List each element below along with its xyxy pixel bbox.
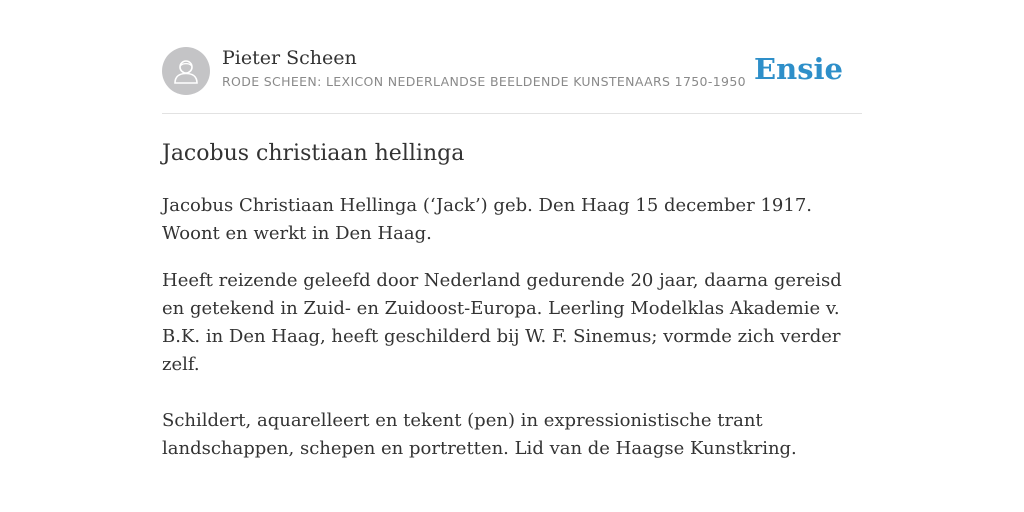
article-card: [162, 0, 862, 482]
source-label[interactable]: RODE SCHEEN: LEXICON NEDERLANDSE BEELDENDE KUNSTENAARS 1750-1950: [222, 74, 746, 89]
avatar[interactable]: [162, 47, 210, 95]
page-title: Jacobus christiaan hellinga: [162, 141, 465, 166]
paragraph: Schildert, aquarelleert en tekent (pen) in expressionistische trant landschappen, schepen en portretten. Lid van de Haagse Kunstkring.: [162, 410, 797, 459]
article-header: [162, 0, 862, 114]
ensie-logo[interactable]: Ensie: [754, 52, 843, 86]
article-body: [162, 192, 862, 463]
author-block: [222, 45, 746, 89]
paragraph: Heeft reizende geleefd door Nederland gedurende 20 jaar, daarna gereisd en getekend in Zuid- en Zuidoost-Europa. Leerling Modelklas Akademie v. B.K. in Den Haag, heeft geschilderd bij W. F. Sinemus; vormde zich verder zelf.: [162, 270, 842, 375]
paragraph: Jacobus Christiaan Hellinga (‘Jack’) geb. Den Haag 15 december 1917. Woont en werkt in Den Haag.: [162, 195, 812, 244]
author-name[interactable]: Pieter Scheen: [222, 47, 357, 69]
user-icon: [172, 57, 200, 85]
